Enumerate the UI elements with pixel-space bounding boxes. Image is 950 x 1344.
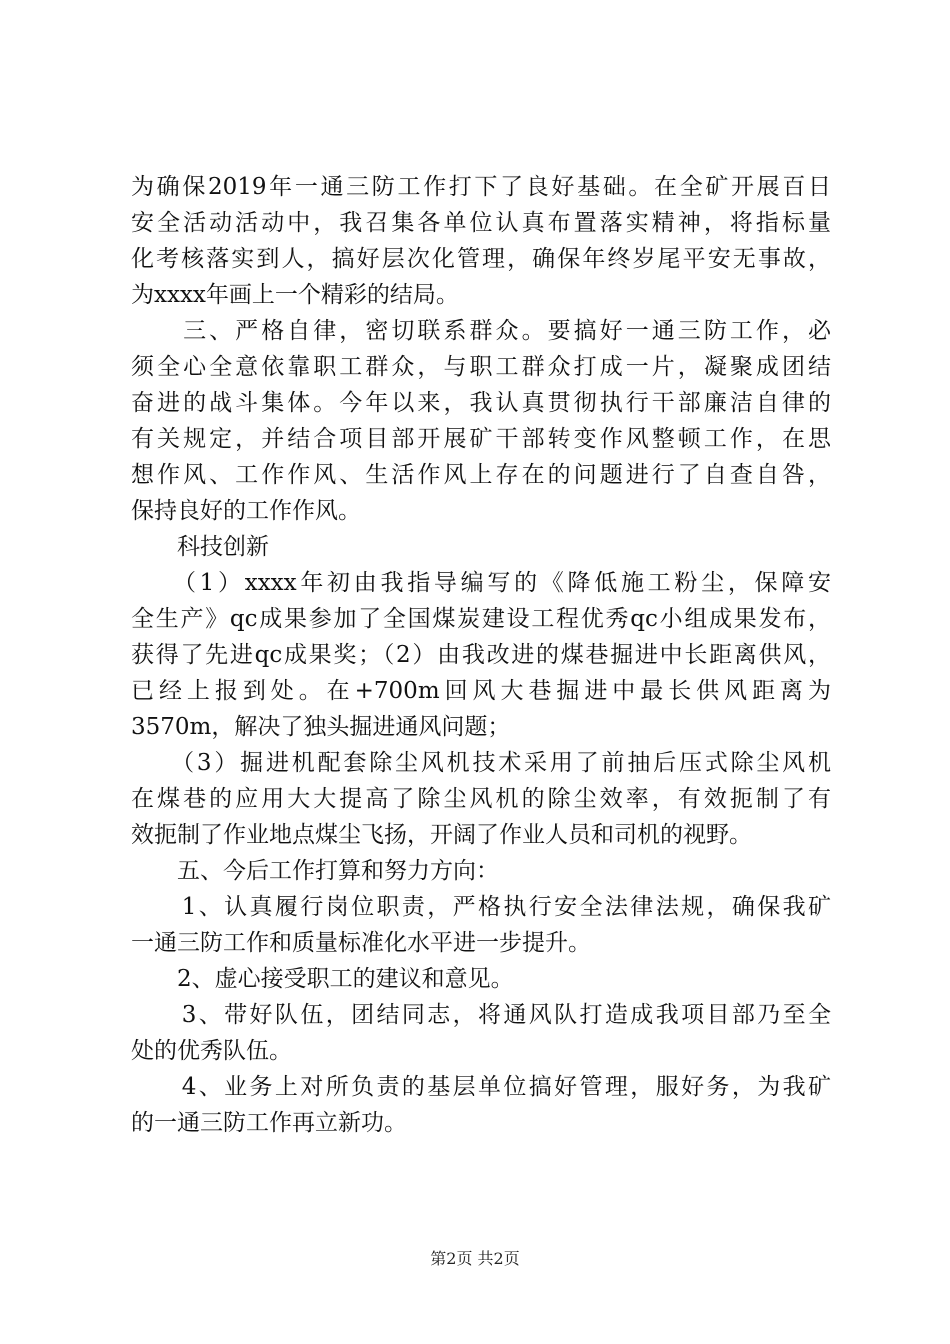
text-line: 须全心全意依靠职工群众，与职工群众打成一片，凝聚成团结 (131, 354, 831, 380)
text-line: 3570m，解决了独头掘进通风问题； (131, 714, 511, 740)
text-line: 效扼制了作业地点煤尘飞扬，开阔了作业人员和司机的视野。 (131, 822, 752, 848)
text-line: （3）掘进机配套除尘风机技术采用了前抽后压式除尘风机 (131, 750, 831, 776)
text-line: 一通三防工作和质量标准化水平进一步提升。 (131, 930, 591, 956)
text-line: 1、认真履行岗位职责，严格执行安全法律法规，确保我矿 (131, 894, 831, 920)
text-line: 处的优秀队伍。 (131, 1038, 292, 1064)
text-line: 4、业务上对所负责的基层单位搞好管理，服好务，为我矿 (131, 1074, 831, 1100)
text-line: 已经上报到处。在+700m回风大巷掘进中最长供风距离为 (131, 678, 831, 704)
text-line: 在煤巷的应用大大提高了除尘风机的除尘效率，有效扼制了有 (131, 786, 831, 812)
text-line: 获得了先进qc成果奖；（2）由我改进的煤巷掘进中长距离供风， (131, 642, 831, 668)
text-line: 想作风、工作作风、生活作风上存在的问题进行了自查自咎， (131, 462, 831, 488)
text-line: 2、虚心接受职工的建议和意见。 (131, 966, 514, 992)
section-heading: 科技创新 (131, 534, 269, 560)
text-line: 3、带好队伍，团结同志，将通风队打造成我项目部乃至全 (131, 1002, 831, 1028)
text-line: （1）xxxx年初由我指导编写的《降低施工粉尘，保障安 (131, 570, 831, 596)
text-line: 三、严格自律，密切联系群众。要搞好一通三防工作，必 (131, 318, 831, 344)
text-line: 奋进的战斗集体。今年以来，我认真贯彻执行干部廉洁自律的 (131, 390, 831, 416)
text-line: 安全活动活动中，我召集各单位认真布置落实精神，将指标量 (131, 210, 831, 236)
text-line: 化考核落实到人，搞好层次化管理，确保年终岁尾平安无事故， (131, 246, 831, 272)
section-heading: 五、今后工作打算和努力方向： (131, 858, 499, 884)
text-line: 保持良好的工作作风。 (131, 498, 361, 524)
text-line: 为确保2019年一通三防工作打下了良好基础。在全矿开展百日 (131, 174, 831, 200)
text-line: 全生产》qc成果参加了全国煤炭建设工程优秀qc小组成果发布， (131, 606, 831, 632)
page-number: 第2页 共2页 (430, 1249, 520, 1268)
text-line: 为xxxx年画上一个精彩的结局。 (131, 282, 459, 308)
text-line: 的一通三防工作再立新功。 (131, 1110, 407, 1136)
text-line: 有关规定，并结合项目部开展矿干部转变作风整顿工作，在思 (131, 426, 831, 452)
